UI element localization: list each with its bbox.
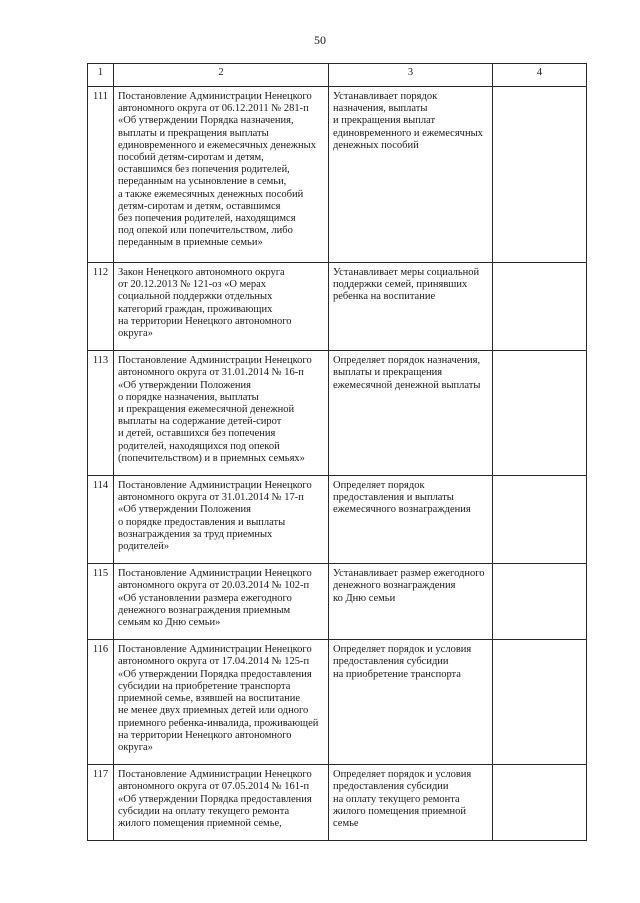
column-header: 2 xyxy=(114,64,329,87)
table-header-row xyxy=(88,64,587,87)
act-description: Определяет порядок и условия предоставления субсидии на приобретение транспорта xyxy=(329,640,493,765)
legal-act-title: Постановление Администрации Ненецкого автономного округа от 31.01.2014 № 16-п «Об утверждении Положения о порядке назначения, выплаты и прекращения ежемесячной денежной выплаты на содержание детей-сирот и детей, оставшихся без попечения родителей, находящихся под опекой (попечительством) и в приемных семьях» xyxy=(114,351,329,476)
act-description: Определяет порядок предоставления и выплаты ежемесячного вознаграждения xyxy=(329,476,493,564)
row-number: 117 xyxy=(88,765,114,841)
note-cell xyxy=(493,564,587,640)
legal-act-title: Закон Ненецкого автономного округа от 20.12.2013 № 121-оз «О мерах социальной поддержки отдельных категорий граждан, проживающих на территории Ненецкого автономного округа» xyxy=(114,263,329,351)
row-number: 111 xyxy=(88,87,114,263)
legal-act-title: Постановление Администрации Ненецкого автономного округа от 20.03.2014 № 102-п «Об установлении размера ежегодного денежного вознаграждения приемным семьям ко Дню семьи» xyxy=(114,564,329,640)
column-header: 4 xyxy=(493,64,587,87)
act-description: Определяет порядок назначения, выплаты и прекращения ежемесячной денежной выплаты xyxy=(329,351,493,476)
table-row xyxy=(88,765,587,841)
legal-act-title: Постановление Администрации Ненецкого автономного округа от 07.05.2014 № 161-п «Об утверждении Порядка предоставления субсидии на оплату текущего ремонта жилого помещения приемной семье, xyxy=(114,765,329,841)
legal-act-title: Постановление Администрации Ненецкого автономного округа от 17.04.2014 № 125-п «Об утверждении Порядка предоставления субсидии на приобретение транспорта приемной семье, взявшей на воспитание не менее двух приемных детей или одного приемного ребенка-инвалида, проживающей на территории Ненецкого автономного округа» xyxy=(114,640,329,765)
row-number: 114 xyxy=(88,476,114,564)
legal-act-title: Постановление Администрации Ненецкого автономного округа от 06.12.2011 № 281-п «Об утверждении Порядка назначения, выплаты и прекращения выплаты единовременного и ежемесячных денежных пособий детям-сиротам и детям, оставшимся без попечения родителей, переданным на усыновление в семьи, а также ежемесячных денежных пособий детям-сиротам и детям, оставшимся без попечения родителей, находящимся под опекой или попечительством, либо переданным в приемные семьи» xyxy=(114,87,329,263)
act-description: Устанавливает порядок назначения, выплаты и прекращения выплат единовременного и ежемесячных денежных пособий xyxy=(329,87,493,263)
act-description: Определяет порядок и условия предоставления субсидии на оплату текущего ремонта жилого помещения приемной семье xyxy=(329,765,493,841)
note-cell xyxy=(493,765,587,841)
row-number: 115 xyxy=(88,564,114,640)
acts-table xyxy=(87,63,587,841)
note-cell xyxy=(493,87,587,263)
table-row xyxy=(88,564,587,640)
table-row xyxy=(88,87,587,263)
column-header: 3 xyxy=(329,64,493,87)
note-cell xyxy=(493,263,587,351)
table-row xyxy=(88,640,587,765)
table-row xyxy=(88,351,587,476)
note-cell xyxy=(493,476,587,564)
page-number: 50 xyxy=(314,33,326,47)
column-header: 1 xyxy=(88,64,114,87)
legal-act-title: Постановление Администрации Ненецкого автономного округа от 31.01.2014 № 17-п «Об утверждении Положения о порядке предоставления и выплаты вознаграждения за труд приемных родителей» xyxy=(114,476,329,564)
row-number: 112 xyxy=(88,263,114,351)
act-description: Устанавливает меры социальной поддержки семей, принявших ребенка на воспитание xyxy=(329,263,493,351)
note-cell xyxy=(493,351,587,476)
note-cell xyxy=(493,640,587,765)
row-number: 116 xyxy=(88,640,114,765)
table-row xyxy=(88,263,587,351)
row-number: 113 xyxy=(88,351,114,476)
act-description: Устанавливает размер ежегодного денежного вознаграждения ко Дню семьи xyxy=(329,564,493,640)
table-row xyxy=(88,476,587,564)
